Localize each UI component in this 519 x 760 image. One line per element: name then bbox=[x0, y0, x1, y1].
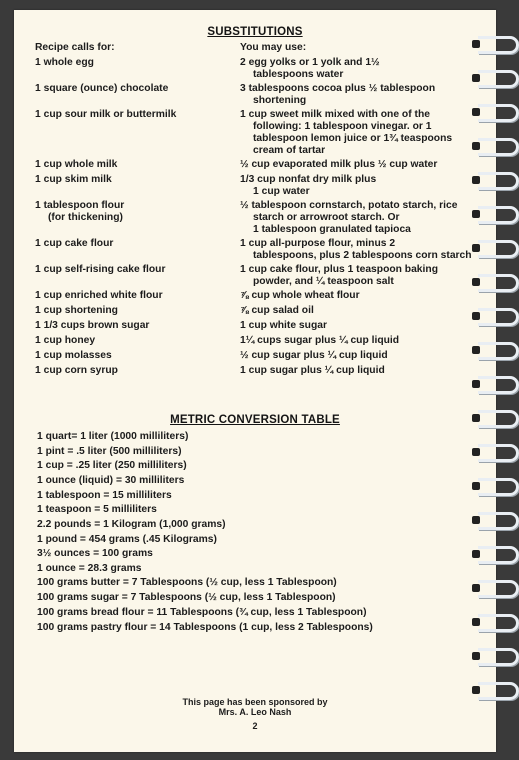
may-use-item: shortening bbox=[253, 95, 307, 106]
calls-for-item: (for thickening) bbox=[48, 212, 123, 223]
binding-coil bbox=[478, 512, 519, 530]
calls-for-item: 1 cup whole milk bbox=[35, 159, 118, 170]
metric-line: 100 grams pastry flour = 14 Tablespoons (1 cup, less 2 Tablespoons) bbox=[37, 622, 373, 633]
may-use-item: tablespoons water bbox=[253, 69, 344, 80]
may-use-item: tablespoons, plus 2 tablespoons corn starch bbox=[253, 250, 472, 261]
binding-coil bbox=[478, 138, 519, 156]
metric-title: METRIC CONVERSION TABLE bbox=[170, 414, 340, 426]
binding-coil bbox=[478, 36, 519, 54]
metric-line: 1 pint = .5 liter (500 milliliters) bbox=[37, 446, 182, 457]
may-use-item: tablespoon lemon juice or 1¾ teaspoons bbox=[253, 133, 453, 144]
calls-for-item: 1 whole egg bbox=[35, 57, 94, 68]
binding-coil bbox=[478, 70, 519, 88]
metric-line: 1 cup = .25 liter (250 milliliters) bbox=[37, 460, 187, 471]
calls-for-item: 1 cup cake flour bbox=[35, 238, 114, 249]
calls-for-item: 1 cup corn syrup bbox=[35, 365, 118, 376]
calls-for-item: 1 cup molasses bbox=[35, 350, 112, 361]
metric-line: 3½ ounces = 100 grams bbox=[37, 548, 153, 559]
may-use-item: ½ cup evaporated milk plus ½ cup water bbox=[240, 159, 438, 170]
sponsor-line: This page has been sponsored by bbox=[182, 697, 328, 707]
binding-coil bbox=[478, 478, 519, 496]
metric-line: 1 ounce (liquid) = 30 milliliters bbox=[37, 475, 185, 486]
binding-coil bbox=[478, 274, 519, 292]
metric-line: 100 grams bread flour = 11 Tablespoons (¾ cup, less 1 Tablespoon) bbox=[37, 607, 367, 618]
may-use-item: 1 cup cake flour, plus 1 teaspoon baking bbox=[240, 264, 438, 275]
binding-coil bbox=[478, 580, 519, 598]
may-use-item: 1 cup all-purpose flour, minus 2 bbox=[240, 238, 396, 249]
calls-for-item: 1 cup honey bbox=[35, 335, 96, 346]
may-use-item: starch or arrowroot starch. Or bbox=[253, 212, 400, 223]
may-use-item: 1¼ cups sugar plus ¼ cup liquid bbox=[240, 335, 400, 346]
calls-for-item: 1 cup enriched white flour bbox=[35, 290, 163, 301]
may-use-item: ⅞ cup whole wheat flour bbox=[240, 290, 360, 301]
may-use-item: cream of tartar bbox=[253, 145, 326, 156]
substitutions-title: SUBSTITUTIONS bbox=[207, 26, 303, 38]
metric-line: 100 grams butter = 7 Tablespoons (½ cup, less 1 Tablespoon) bbox=[37, 577, 337, 588]
may-use-item: following: 1 tablespoon vinegar. or 1 bbox=[253, 121, 432, 132]
may-use-item: ½ tablespoon cornstarch, potato starch, rice bbox=[240, 200, 458, 211]
may-use-item: 2 egg yolks or 1 yolk and 1½ bbox=[240, 57, 380, 68]
calls-for-item: 1 tablespoon flour bbox=[35, 200, 125, 211]
may-use-item: 1 cup sugar plus ¼ cup liquid bbox=[240, 365, 385, 376]
col2-header: You may use: bbox=[240, 42, 307, 53]
binding-coil bbox=[478, 104, 519, 122]
may-use-item: powder, and ¼ teaspoon salt bbox=[253, 276, 394, 287]
binding-coil bbox=[478, 206, 519, 224]
may-use-item: 1 cup sweet milk mixed with one of the bbox=[240, 109, 430, 120]
may-use-item: 3 tablespoons cocoa plus ½ tablespoon bbox=[240, 83, 436, 94]
calls-for-item: 1 cup skim milk bbox=[35, 174, 112, 185]
binding-coil bbox=[478, 444, 519, 462]
metric-line: 2.2 pounds = 1 Kilogram (1,000 grams) bbox=[37, 519, 226, 530]
cookbook-page bbox=[14, 10, 496, 752]
metric-line: 1 quart= 1 liter (1000 milliliters) bbox=[37, 431, 189, 442]
binding-coil bbox=[478, 376, 519, 394]
calls-for-item: 1 square (ounce) chocolate bbox=[35, 83, 169, 94]
may-use-item: 1 tablespoon granulated tapioca bbox=[253, 224, 411, 235]
may-use-item: ½ cup sugar plus ¼ cup liquid bbox=[240, 350, 388, 361]
binding-coil bbox=[478, 342, 519, 360]
sponsor-name: Mrs. A. Leo Nash bbox=[218, 707, 292, 717]
calls-for-item: 1 cup sour milk or buttermilk bbox=[35, 109, 177, 120]
may-use-item: 1 cup water bbox=[253, 186, 310, 197]
may-use-item: 1/3 cup nonfat dry milk plus bbox=[240, 174, 377, 185]
may-use-item: 1 cup white sugar bbox=[240, 320, 327, 331]
calls-for-item: 1 cup shortening bbox=[35, 305, 118, 316]
metric-line: 1 tablespoon = 15 milliliters bbox=[37, 490, 172, 501]
calls-for-item: 1 1/3 cups brown sugar bbox=[35, 320, 150, 331]
metric-line: 100 grams sugar = 7 Tablespoons (½ cup, less 1 Tablespoon) bbox=[37, 592, 336, 603]
binding-coil bbox=[478, 682, 519, 700]
metric-line: 1 ounce = 28.3 grams bbox=[37, 563, 142, 574]
metric-line: 1 teaspoon = 5 milliliters bbox=[37, 504, 157, 515]
binding-coil bbox=[478, 648, 519, 666]
binding-coil bbox=[478, 546, 519, 564]
binding-coil bbox=[478, 240, 519, 258]
calls-for-item: 1 cup self-rising cake flour bbox=[35, 264, 166, 275]
col1-header: Recipe calls for: bbox=[35, 42, 115, 53]
may-use-item: ⅞ cup salad oil bbox=[240, 305, 314, 316]
spiral-binding bbox=[478, 30, 519, 730]
binding-coil bbox=[478, 410, 519, 428]
binding-coil bbox=[478, 614, 519, 632]
binding-coil bbox=[478, 308, 519, 326]
binding-coil bbox=[478, 172, 519, 190]
page-number: 2 bbox=[252, 721, 258, 731]
metric-line: 1 pound = 454 grams (.45 Kilograms) bbox=[37, 534, 217, 545]
